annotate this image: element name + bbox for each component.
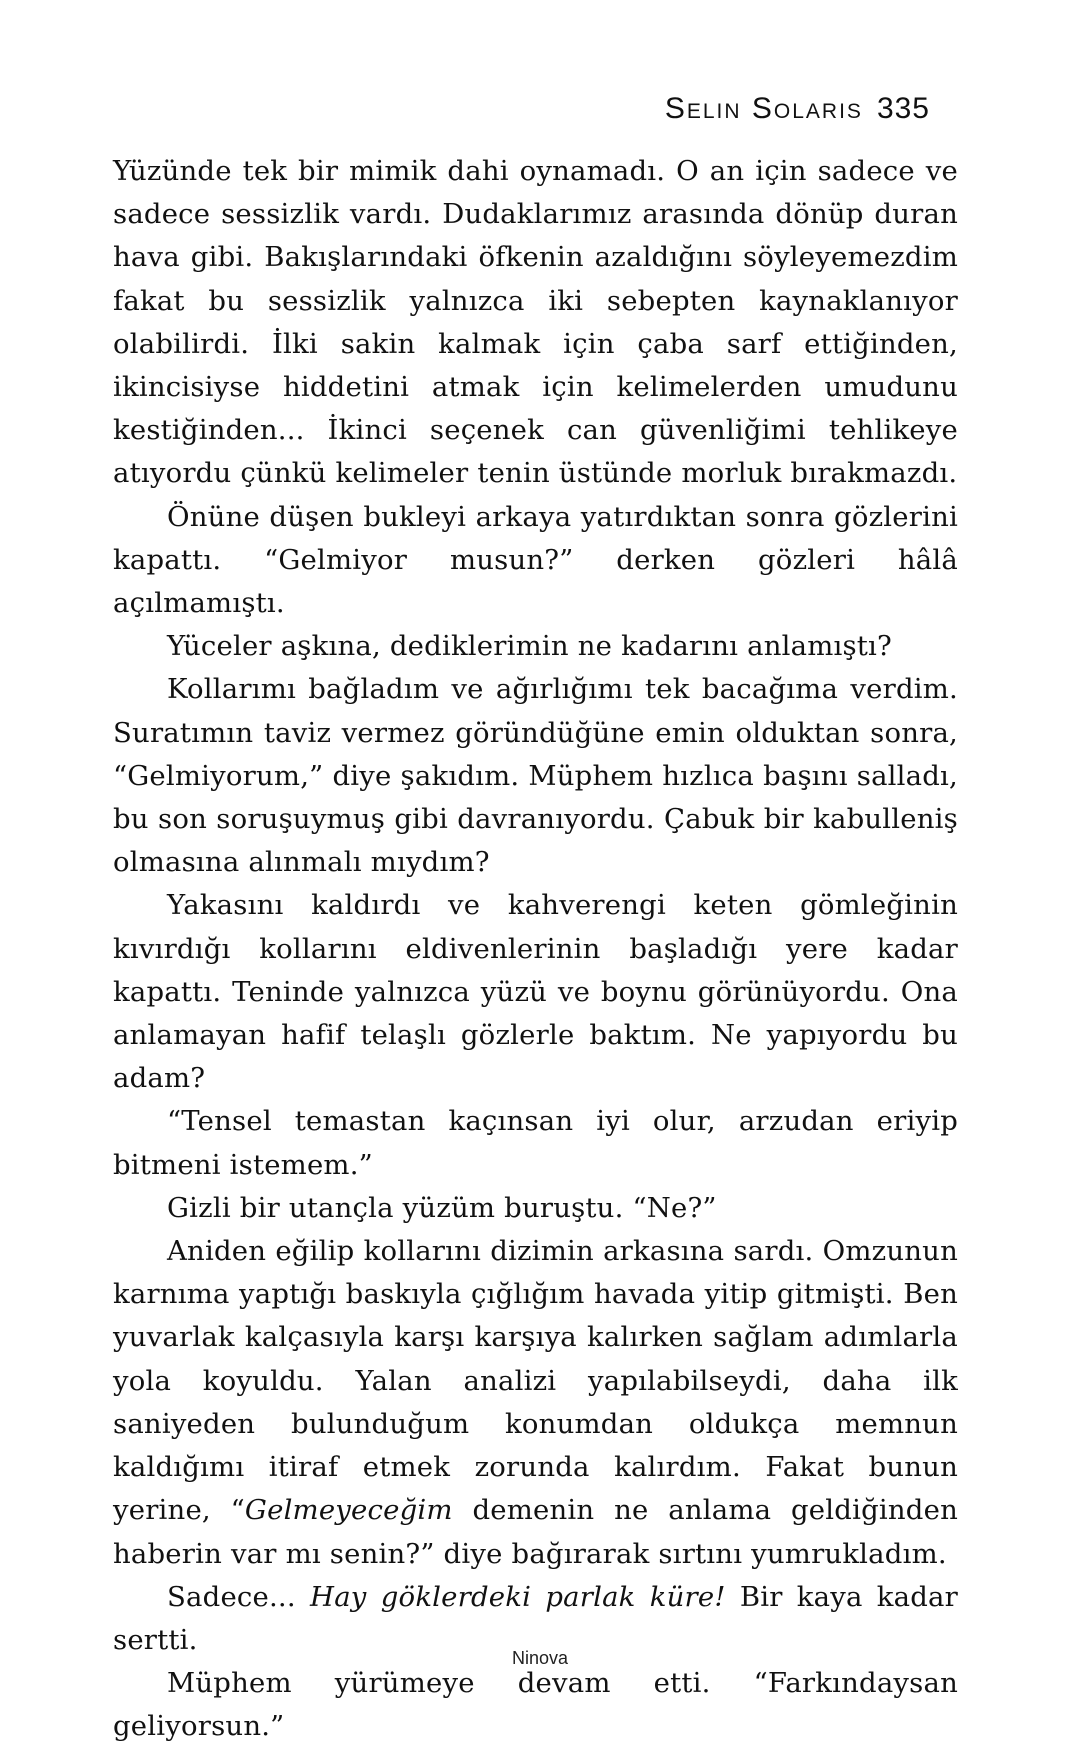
text-segment: Bir kaya kadar sertti. — [113, 1580, 958, 1656]
text-segment: Yüzünde tek bir mimik dahi oynamadı. O an için sadece ve sadece sessizlik vardı. Dudaklarımız arasında dönüp duran hava gibi. Bakışlarındaki öfkenin azaldığını söyleyemezdim fakat bu sessizlik yalnızca iki sebepten kaynaklanıyor olabilirdi. İlki sakin kalmak için çaba sarf ettiğinden, ikincisiyse hiddetini atmak için kelimelerden umudunu kestiğinden... İkinci seçenek can güvenliğimi tehlikeye atıyordu çünkü kelimeler tenin üstünde morluk bırakmazdı. — [113, 155, 958, 490]
text-segment: Kollarımı bağladım ve ağırlığımı tek bacağıma verdim. Suratımın taviz vermez göründüğüne emin olduktan sonra, “Gelmiyorum,” diye şakıdım. Müphem hızlıca başını salladı, bu son soruşuymuş gibi davranıyordu. Çabuk bir kabulleniş olmasına alınmalı mıydım? — [113, 673, 958, 879]
text-segment: Yüceler aşkına, dediklerimin ne kadarını anlamıştı? — [167, 630, 892, 663]
running-title: Selin Solaris — [664, 92, 863, 125]
paragraph — [113, 496, 958, 626]
page-number: 335 — [876, 92, 930, 125]
text-segment: Sadece... — [167, 1580, 311, 1613]
paragraph — [113, 1100, 958, 1186]
body-text — [113, 150, 958, 1749]
paragraph — [113, 150, 958, 496]
text-segment: “Tensel temastan kaçınsan iyi olur, arzudan eriyip bitmeni istemem.” — [113, 1105, 958, 1181]
text-segment: Aniden eğilip kollarını dizimin arkasına sardı. Omzunun karnıma yaptığı baskıyla çığlığım havada yitip gitmişti. Ben yuvarlak kalçasıyla karşı karşıya kalırken sağlam adımlarla yola koyuldu. Yalan analizi yapılabilseydi, daha ilk saniyeden bulunduğum konumdan oldukça memnun kaldığımı itiraf etmek zorunda kalırdım. Fakat bunun yerine, “ — [113, 1235, 958, 1527]
publisher-footer: Ninova — [511, 1648, 569, 1668]
paragraph — [113, 884, 958, 1100]
text-segment: Müphem yürümeye devam etti. “Farkındaysan geliyorsun.” — [113, 1667, 958, 1743]
paragraph — [113, 1662, 958, 1748]
paragraph — [113, 625, 958, 668]
text-segment: Yakasını kaldırdı ve kahverengi keten gömleğinin kıvırdığı kollarını eldivenlerinin başladığı yere kadar kapattı. Teninde yalnızca yüzü ve boynu görünüyordu. Ona anlamayan hafif telaşlı gözlerle baktım. Ne yapıyordu bu adam? — [113, 889, 958, 1095]
text-segment: Önüne düşen bukleyi arkaya yatırdıktan sonra gözlerini kapattı. “Gelmiyor musun?” derken gözleri hâlâ açılmamıştı. — [113, 500, 958, 620]
running-header — [665, 92, 930, 126]
paragraph — [113, 1230, 958, 1576]
text-segment: Gizli bir utançla yüzüm buruştu. “Ne?” — [167, 1191, 717, 1224]
text-segment: demenin ne anlama geldiğinden haberin var mı senin?” diye bağırarak sırtını yumrukladım. — [113, 1494, 958, 1570]
italic-text: Gelmeyeceğim — [244, 1494, 453, 1527]
paragraph — [113, 1187, 958, 1230]
paragraph — [113, 668, 958, 884]
italic-text: Hay göklerdeki parlak küre! — [310, 1580, 726, 1613]
